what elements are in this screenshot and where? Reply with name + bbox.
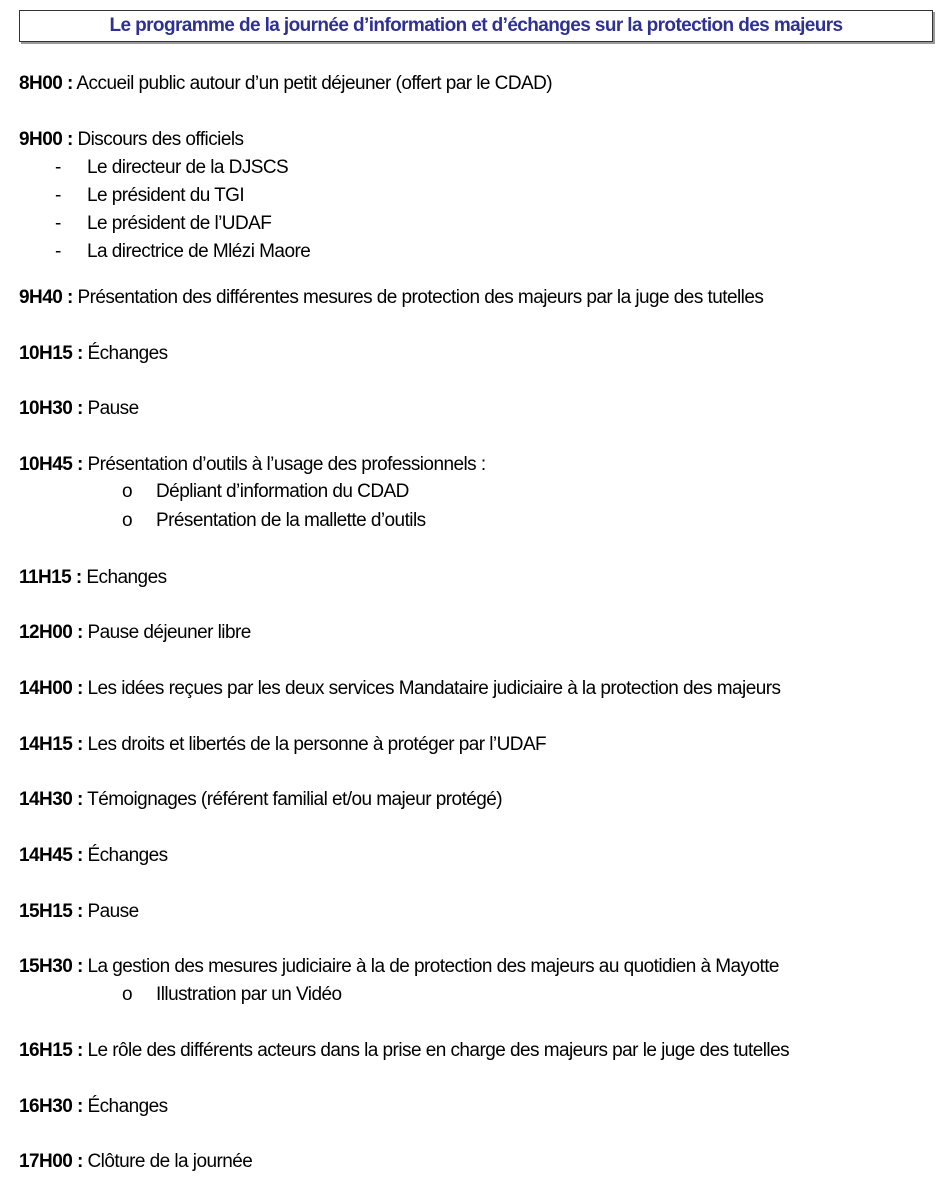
- schedule-entry: [19, 675, 780, 703]
- entry-text: Accueil public autour d’un petit déjeuner (offert par le CDAD): [72, 73, 553, 94]
- sub-item: Le directeur de la DJSCS: [87, 157, 289, 178]
- entry-time: 9H40 :: [19, 287, 73, 308]
- sub-item: Le président du TGI: [87, 185, 245, 206]
- entry-time: 8H00 :: [19, 73, 73, 94]
- dash-bullet-icon: -: [55, 157, 62, 178]
- entry-text: Pause: [82, 398, 139, 419]
- circle-bullet-icon: o: [122, 481, 133, 502]
- entry-text: Les idées reçues par les deux services Mandataire judiciaire à la protection des majeurs: [82, 678, 781, 699]
- entry-text: Echanges: [81, 567, 167, 588]
- dash-bullet-icon: -: [55, 185, 62, 206]
- schedule-entry: [19, 898, 139, 926]
- entry-text: Le rôle des différents acteurs dans la prise en charge des majeurs par le juge des tutelles: [82, 1040, 790, 1061]
- entry-text: La gestion des mesures judiciaire à la de protection des majeurs au quotidien à Mayotte: [82, 956, 779, 977]
- entry-time: 10H45 :: [19, 454, 83, 475]
- entry-text: Échanges: [82, 845, 168, 866]
- entry-text: Présentation d’outils à l’usage des professionnels :: [82, 454, 486, 475]
- title-box: [19, 10, 933, 42]
- entry-time: 12H00 :: [19, 622, 83, 643]
- entry-time: 10H15 :: [19, 343, 83, 364]
- schedule-entry: [19, 451, 486, 479]
- sub-item: Illustration par un Vidéo: [156, 984, 342, 1005]
- entry-time: 16H15 :: [19, 1040, 83, 1061]
- schedule-entry: [19, 284, 763, 312]
- schedule-entry: [19, 786, 502, 814]
- circle-bullet-icon: o: [122, 510, 133, 531]
- schedule-entry: [19, 395, 139, 423]
- schedule-entry: [19, 953, 779, 981]
- entry-text: Échanges: [82, 1096, 168, 1117]
- entry-time: 15H15 :: [19, 901, 83, 922]
- schedule-entry: [19, 1093, 168, 1121]
- entry-text: Clôture de la journée: [82, 1151, 253, 1172]
- entry-text: Pause déjeuner libre: [82, 622, 251, 643]
- entry-text: Témoignages (référent familial et/ou majeur protégé): [82, 789, 503, 810]
- entry-text: Les droits et libertés de la personne à protéger par l’UDAF: [82, 734, 547, 755]
- schedule-entry: [19, 70, 552, 98]
- sub-item: Le président de l’UDAF: [87, 213, 272, 234]
- schedule-entry: [19, 1037, 789, 1065]
- entry-time: 14H30 :: [19, 789, 83, 810]
- entry-time: 15H30 :: [19, 956, 83, 977]
- entry-time: 10H30 :: [19, 398, 83, 419]
- page-title: Le programme de la journée d’information et d’échanges sur la protection des majeurs: [109, 15, 843, 36]
- entry-time: 16H30 :: [19, 1096, 83, 1117]
- entry-time: 17H00 :: [19, 1151, 83, 1172]
- sub-item: Dépliant d’information du CDAD: [156, 481, 409, 502]
- circle-bullet-icon: o: [122, 984, 133, 1005]
- entry-text: Présentation des différentes mesures de protection des majeurs par la juge des tutelles: [72, 287, 764, 308]
- schedule-entry: [19, 842, 168, 870]
- schedule-entry: [19, 1148, 252, 1176]
- schedule-entry: [19, 731, 546, 759]
- dash-bullet-icon: -: [55, 241, 62, 262]
- sub-item: Présentation de la mallette d’outils: [156, 510, 426, 531]
- entry-text: Échanges: [82, 343, 168, 364]
- entry-time: 11H15 :: [19, 567, 82, 588]
- schedule-entry: [19, 340, 168, 368]
- schedule-entry: [19, 564, 167, 592]
- entry-time: 14H45 :: [19, 845, 83, 866]
- schedule-entry: [19, 619, 251, 647]
- schedule-entry: [19, 126, 243, 154]
- entry-time: 14H15 :: [19, 734, 83, 755]
- entry-text: Pause: [82, 901, 139, 922]
- entry-time: 14H00 :: [19, 678, 83, 699]
- sub-item: La directrice de Mlézi Maore: [87, 241, 311, 262]
- entry-text: Discours des officiels: [72, 129, 244, 150]
- entry-time: 9H00 :: [19, 129, 73, 150]
- dash-bullet-icon: -: [55, 213, 62, 234]
